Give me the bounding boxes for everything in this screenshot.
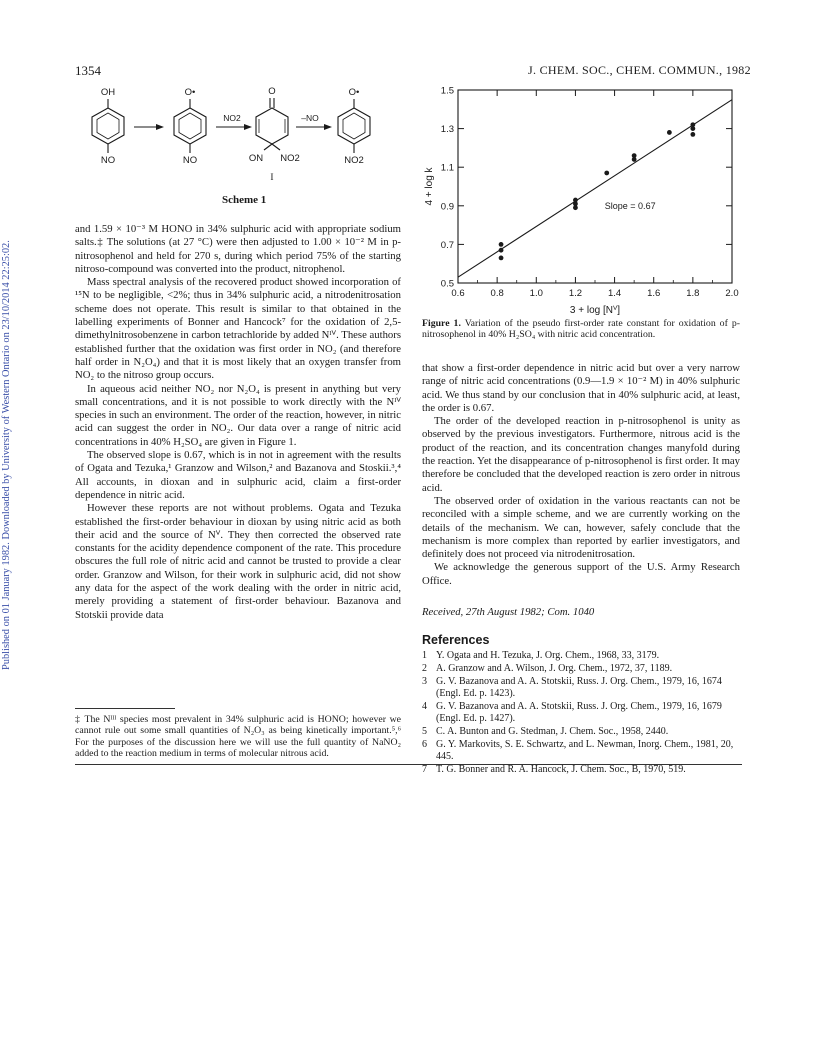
data-point xyxy=(690,132,695,137)
right-paragraph-1: that show a first-order dependence in nitric acid but over a very narrow range of nitric acid concentrations (0.9—1.9 × 10⁻² M) in 40% sulphuric acid. We thus stand by our conclusion that in 40% sulphuric acid, at least, the order is 0.67. xyxy=(422,362,740,414)
reference-number: 1 xyxy=(422,650,427,661)
reference-item xyxy=(422,726,742,738)
bottom-rule xyxy=(75,764,742,765)
data-point xyxy=(499,248,504,253)
left-paragraph-3: In aqueous acid neither NO₂ nor N₂O₄ is present in anything but very small concentrations, and it is not possible to work directly with the Nᴵⱽ species in such an environment. The order of the reaction, however, in nitric acid can suggest the order in NO₂. Our data over a range of nitric acid concentrations in 40% H₂SO₄ are given in Figure 1. xyxy=(75,382,401,448)
page-number: 1354 xyxy=(75,63,101,78)
reference-item xyxy=(422,701,742,725)
download-notice-text: Published on 01 January 1982. Downloaded by University of Western Ontario on 23/10/2014 22:25:02. xyxy=(1,240,12,670)
right-paragraph-4: We acknowledge the generous support of the U.S. Army Research Office. xyxy=(422,561,740,587)
reference-item xyxy=(422,739,742,763)
y-tick-label: 1.1 xyxy=(440,162,454,174)
x-tick-label: 1.2 xyxy=(568,288,583,299)
data-point xyxy=(604,171,609,176)
footnote-rule xyxy=(75,708,175,709)
left-paragraph-4: The observed slope is 0.67, which is in not in agreement with the results of Ogata and Tezuka,¹ Granzow and Wilson,² and Bazanova and Stoskii.³,⁴ All accounts, in dioxan and in sulphuric acid, claim a first-order dependence in nitric acid. xyxy=(75,449,401,501)
reference-item xyxy=(422,764,742,776)
x-tick-label: 1.0 xyxy=(529,288,543,299)
reference-text: T. G. Bonner and R. A. Hancock, J. Chem. Soc., B, 1970, 519. xyxy=(436,764,686,775)
left-column xyxy=(75,223,401,622)
left-paragraph-5: However these reports are not without problems. Ogata and Tezuka established the first-order behaviour in dioxan by using nitric acid as both their acid and the source of Nⱽ. They then corrected the observed rate constants for the acidity dependence component of the rate. This procedure obscures the full role of nitric acid and cannot be trusted to provide a clear order. Granzow and Wilson, for their work in sulphuric acid, did not show any data for the aspect of the work dealing with the order in nitric acid, merely providing a statement of first-order behaviour. Bazanova and Stotskii provide data xyxy=(75,502,401,621)
reference-number: 4 xyxy=(422,701,427,712)
references-list xyxy=(422,650,742,777)
reference-item xyxy=(422,676,742,700)
right-paragraph-3: The observed order of oxidation in the various reactants can not be reconciled with a simple scheme, and we are currently working on the details of the mechanism. We can, however, safely conclude that the mechanism is more complex than reported by earlier investigators, and definitely does not proceed via nitrodenitrosation. xyxy=(422,494,740,561)
y-tick-label: 1.3 xyxy=(440,124,454,136)
download-notice xyxy=(0,150,14,670)
mol3-left-label: ON xyxy=(248,153,264,164)
x-axis-label: 3 + log [Nⱽ] xyxy=(569,305,621,316)
reference-number: 2 xyxy=(422,663,427,674)
data-point xyxy=(499,242,504,247)
x-tick-label: 1.6 xyxy=(647,288,661,299)
mol1-bottom-label: NO xyxy=(100,155,116,166)
reference-text: A. Granzow and A. Wilson, J. Org. Chem., 1972, 37, 1189. xyxy=(436,663,673,674)
right-column xyxy=(422,362,740,588)
mol3-numeral: I xyxy=(270,173,274,183)
x-tick-label: 0.6 xyxy=(451,288,465,299)
caption-text: Variation of the pseudo first-order rate constant for oxidation of p-nitrosophenol in 40% H₂SO₄ with nitric acid concentration. xyxy=(422,318,740,341)
arrow2-label: NO2 xyxy=(223,113,241,123)
data-point xyxy=(573,205,578,210)
footnote: ‡ The Nᴵᴵᴵ species most prevalent in 34% sulphuric acid is HONO; however we cannot rule out some small quantities of N₂O₃ as being kinetically important.⁵,⁶ For the purposes of the discussion here we will use the full quantity of NaNO₂ added to the reaction medium in terms of molecular nitrous acid. xyxy=(75,714,401,759)
reference-text: Y. Ogata and H. Tezuka, J. Org. Chem., 1968, 33, 3179. xyxy=(436,650,660,661)
y-tick-label: 0.9 xyxy=(440,201,454,213)
y-tick-label: 0.7 xyxy=(440,239,454,251)
mol4-top-label: O• xyxy=(348,87,360,98)
mol3-right-label: NO2 xyxy=(280,153,300,164)
reference-text: G. V. Bazanova and A. A. Stotskii, Russ. J. Org. Chem., 1979, 16, 1679 (Engl. Ed. p. 1427). xyxy=(436,701,722,724)
mol2-bottom-label: NO xyxy=(182,155,198,166)
left-paragraph-2: Mass spectral analysis of the recovered product showed incorporation of ¹⁵N to be negligible, <2%; thus in 34% sulphuric acid, a nitrodenitrosation scheme does not operate. This result is similar to that obtained in the labelling experiments of Bonner and Hancock⁷ for the oxidation of 2,5-dimethylnitrosobenzene in carbon tetrachloride by added Nᴵⱽ. These authors established further that the oxidation was first order in NO₂ (and therefore half order in N₂O₄) and that it is most likely that an oxygen transfer from NO₂ to the nitroso group occurs. xyxy=(75,276,401,382)
reaction-scheme xyxy=(88,84,388,192)
x-tick-label: 1.8 xyxy=(686,288,700,299)
x-tick-label: 2.0 xyxy=(725,288,739,299)
left-paragraph-1: and 1.59 × 10⁻³ M HONO in 34% sulphuric acid with appropriate sodium salts.‡ The solutions (at 27 °C) were then adjusted to 1.00 × 10⁻² M in p-nitrosophenol and held for 270 s, during which period 75% of the starting nitroso-compound was converted into the product, nitrophenol. xyxy=(75,223,401,275)
y-tick-label: 0.5 xyxy=(440,278,454,290)
data-point xyxy=(499,256,504,261)
data-point xyxy=(690,126,695,131)
figure-caption xyxy=(422,318,740,340)
reference-number: 3 xyxy=(422,676,427,687)
arrow3-label: –NO xyxy=(301,113,319,123)
reference-number: 6 xyxy=(422,739,427,750)
received-line: Received, 27th August 1982; Com. 1040 xyxy=(422,606,595,618)
journal-header: J. CHEM. SOC., CHEM. COMMUN., 1982 xyxy=(528,63,751,77)
reference-text: C. A. Bunton and G. Stedman, J. Chem. Soc., 1958, 2440. xyxy=(436,726,669,737)
reference-text: G. Y. Markovits, S. E. Schwartz, and L. Newman, Inorg. Chem., 1981, 20, 445. xyxy=(436,739,734,762)
reference-text: G. V. Bazanova and A. A. Stotskii, Russ. J. Org. Chem., 1979, 16, 1674 (Engl. Ed. p. 1423). xyxy=(436,676,722,699)
caption-label: Figure 1. xyxy=(422,318,461,329)
y-axis-label: 4 + log k xyxy=(424,167,435,206)
mol1-top-label: OH xyxy=(100,87,116,98)
right-paragraph-2: The order of the developed reaction in p-nitrosophenol is unity as observed by the previous investigators. Furthermore, nitrous acid is the product of the reaction, and its concentration changes manyfold during the reaction. Yet the disappearance of p-nitrosophenol is first order. It may therefore be concluded that the developed reaction is zero order in nitrous acid. xyxy=(422,415,740,494)
mol4-bottom-label: NO2 xyxy=(344,155,364,166)
y-tick-label: 1.5 xyxy=(440,85,454,97)
data-point xyxy=(632,157,637,162)
figure-1-chart xyxy=(422,80,742,316)
plot-frame xyxy=(458,90,732,283)
references-heading: References xyxy=(422,633,490,647)
slope-annotation: Slope = 0.67 xyxy=(604,200,656,211)
reference-item xyxy=(422,650,742,662)
x-tick-label: 1.4 xyxy=(607,288,622,299)
reference-number: 7 xyxy=(422,764,427,775)
scheme-label: Scheme 1 xyxy=(222,194,267,206)
mol3-top-label: O xyxy=(268,86,276,97)
x-tick-label: 0.8 xyxy=(490,288,504,299)
reference-item xyxy=(422,663,742,675)
mol2-top-label: O• xyxy=(184,87,196,98)
data-point xyxy=(667,130,672,135)
reference-number: 5 xyxy=(422,726,427,737)
